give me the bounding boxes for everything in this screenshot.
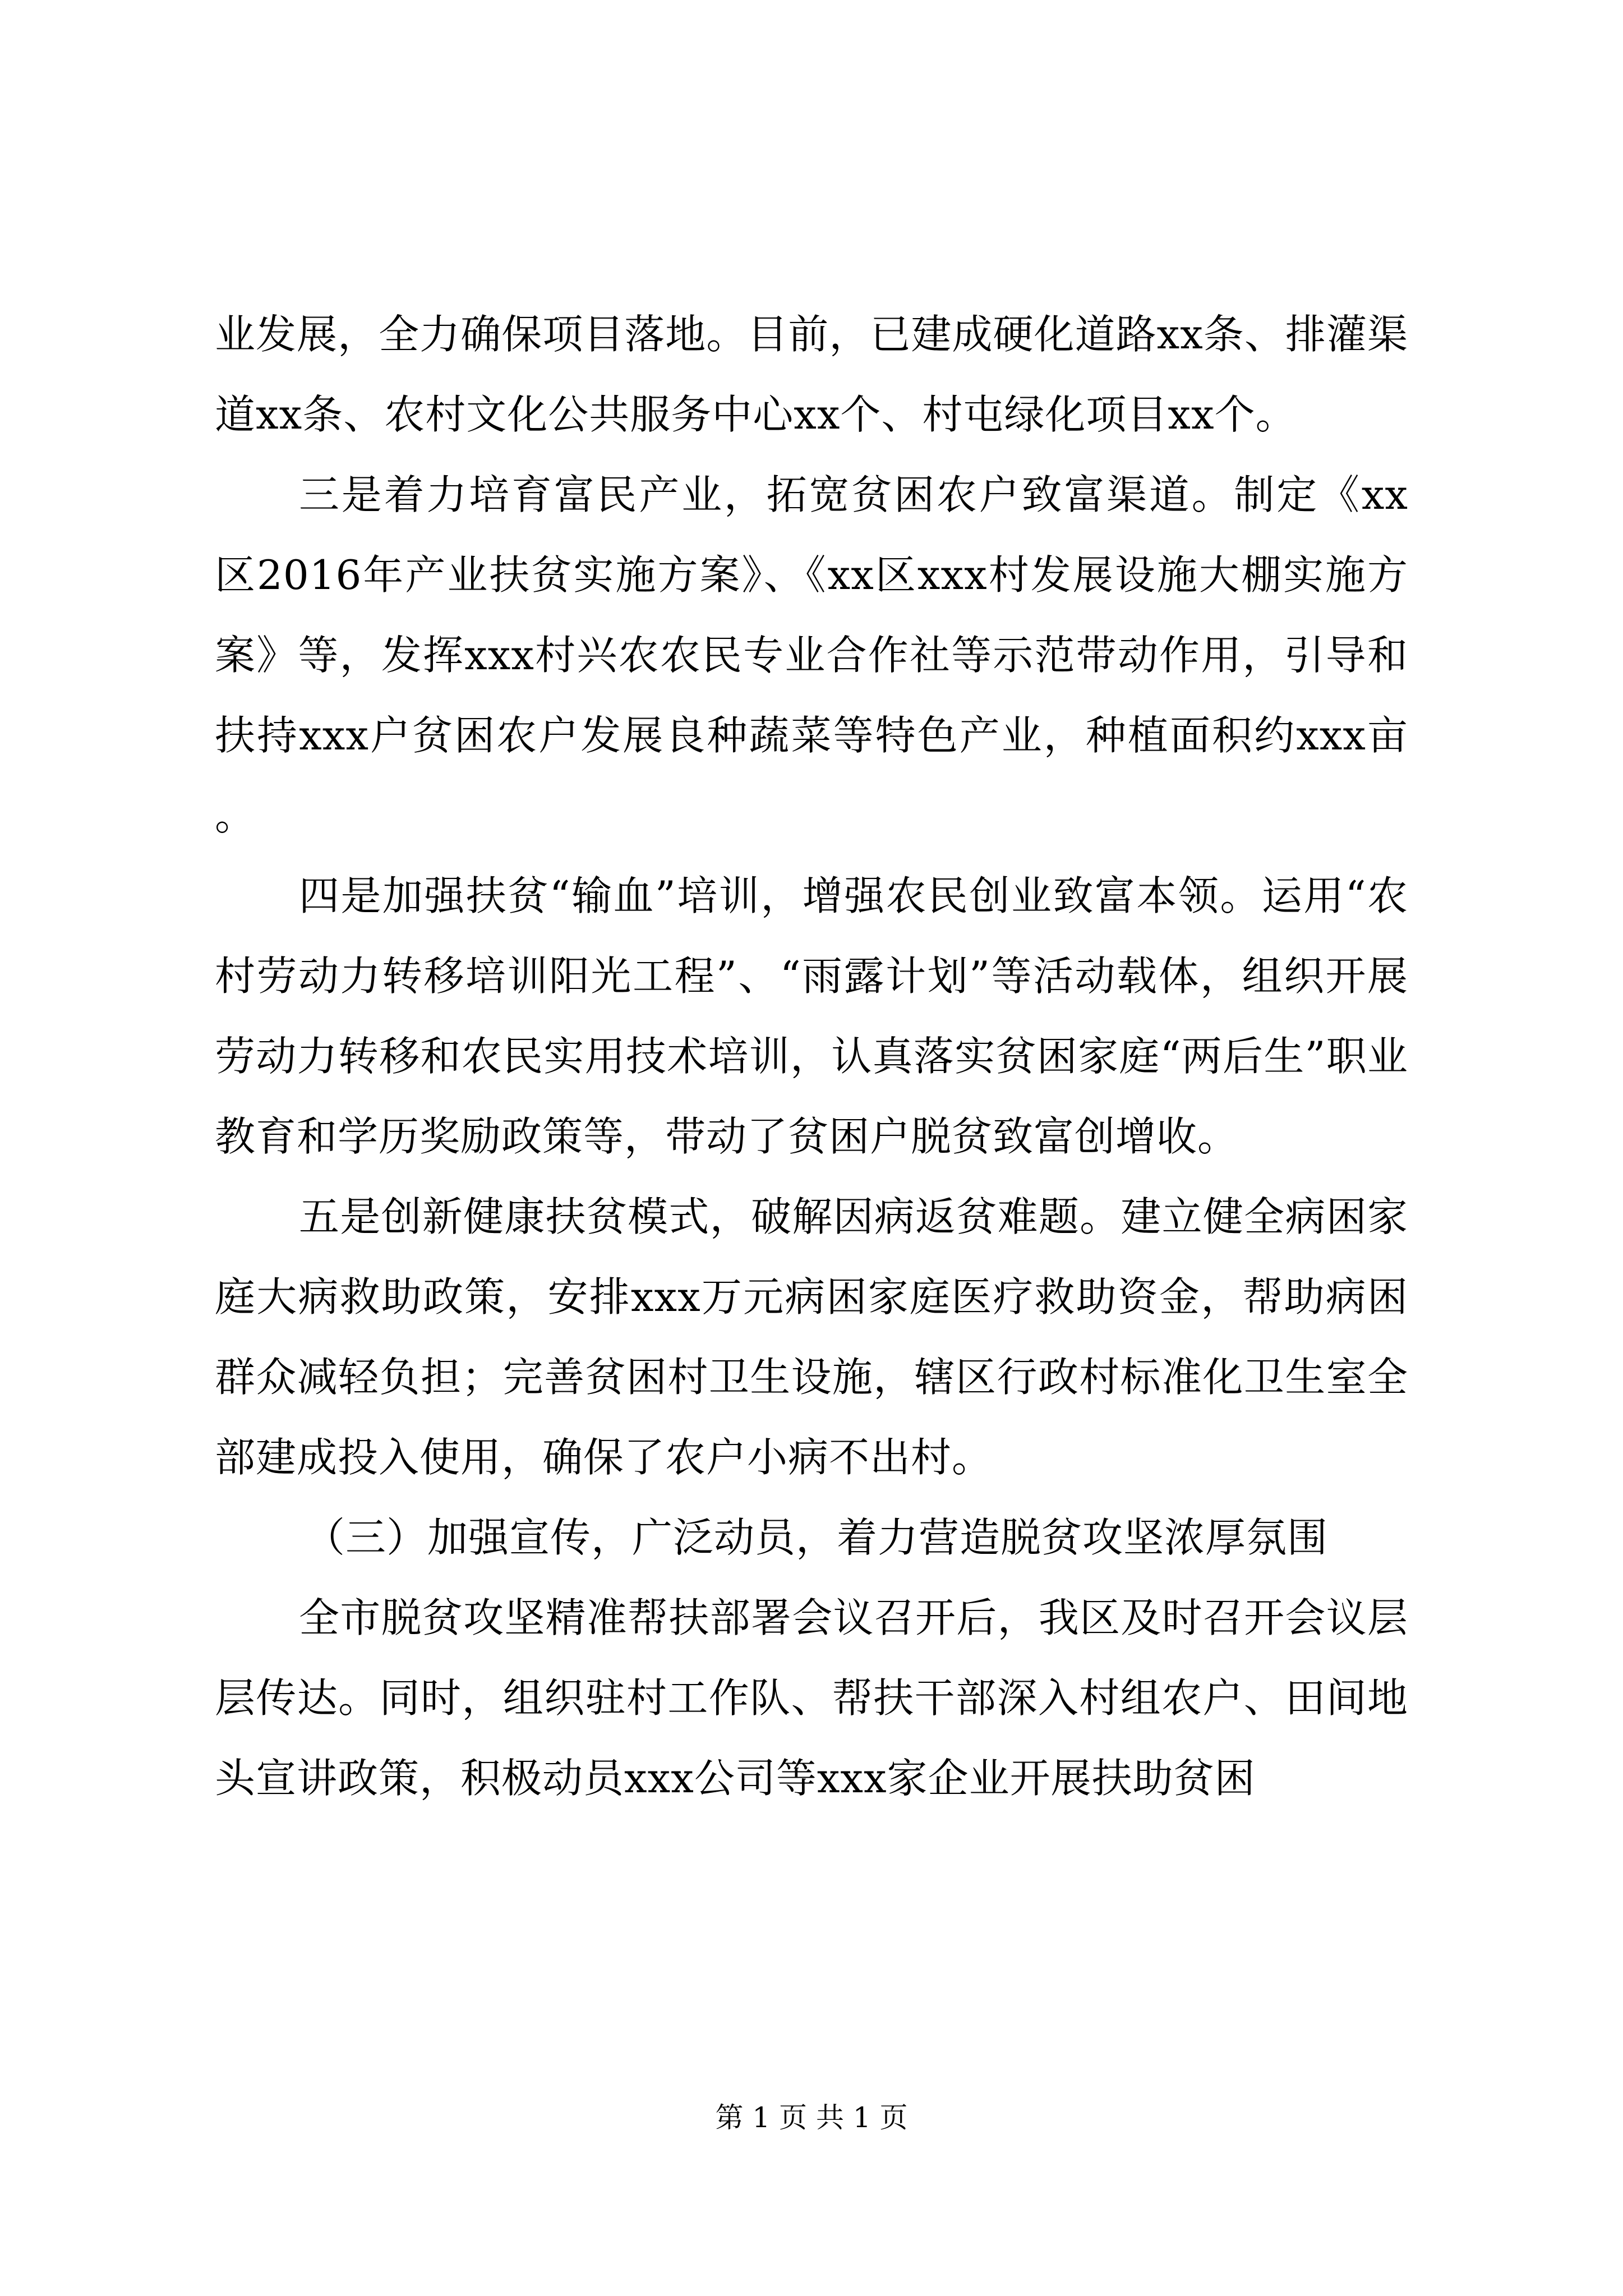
paragraph-continuation: 业发展，全力确保项目落地。目前，已建成硬化道路xx条、排灌渠道xx条、农村文化公共服务中心xx个、村屯绿化项目xx个。 (215, 311, 1408, 438)
paragraph-industry-development: 三是着力培育富民产业，拓宽贫困农户致富渠道。制定《xx区2016年产业扶贫实施方案》、《xx区xxx村发展设施大棚实施方案》等，发挥xxx村兴农农民专业合作社等示范带动作用，引导和扶持xxx户贫困农户发展良种蔬菜等特色产业，种植面积约xxx亩。 (215, 471, 1408, 839)
paragraph-health-poverty-relief: 五是创新健康扶贫模式，破解因病返贫难题。建立健全病困家庭大病救助政策，安排xxx万元病困家庭医疗救助资金，帮助病困群众减轻负担；完善贫困村卫生设施，辖区行政村标准化卫生室全部建成投入使用，确保了农户小病不出村。 (215, 1193, 1408, 1481)
page-number-label: 第 1 页 共 1 页 (715, 2101, 908, 2134)
page-footer (0, 2098, 1623, 2137)
section-heading-publicity: （三）加强宣传，广泛动员，着力营造脱贫攻坚浓厚氛围 (305, 1514, 1329, 1561)
document-body (215, 295, 1408, 1819)
paragraph-skills-training: 四是加强扶贫“输血”培训，增强农民创业致富本领。运用“农村劳动力转移培训阳光工程”、“雨露计划”等活动载体，组织开展劳动力转移和农民实用技术培训，认真落实贫困家庭“两后生”职业教育和学历奖励政策等，带动了贫困户脱贫致富创增收。 (215, 872, 1408, 1160)
paragraph-mobilization: 全市脱贫攻坚精准帮扶部署会议召开后，我区及时召开会议层层传达。同时，组织驻村工作队、帮扶干部深入村组农户、田间地头宣讲政策，积极动员xxx公司等xxx家企业开展扶助贫困 (215, 1594, 1408, 1802)
